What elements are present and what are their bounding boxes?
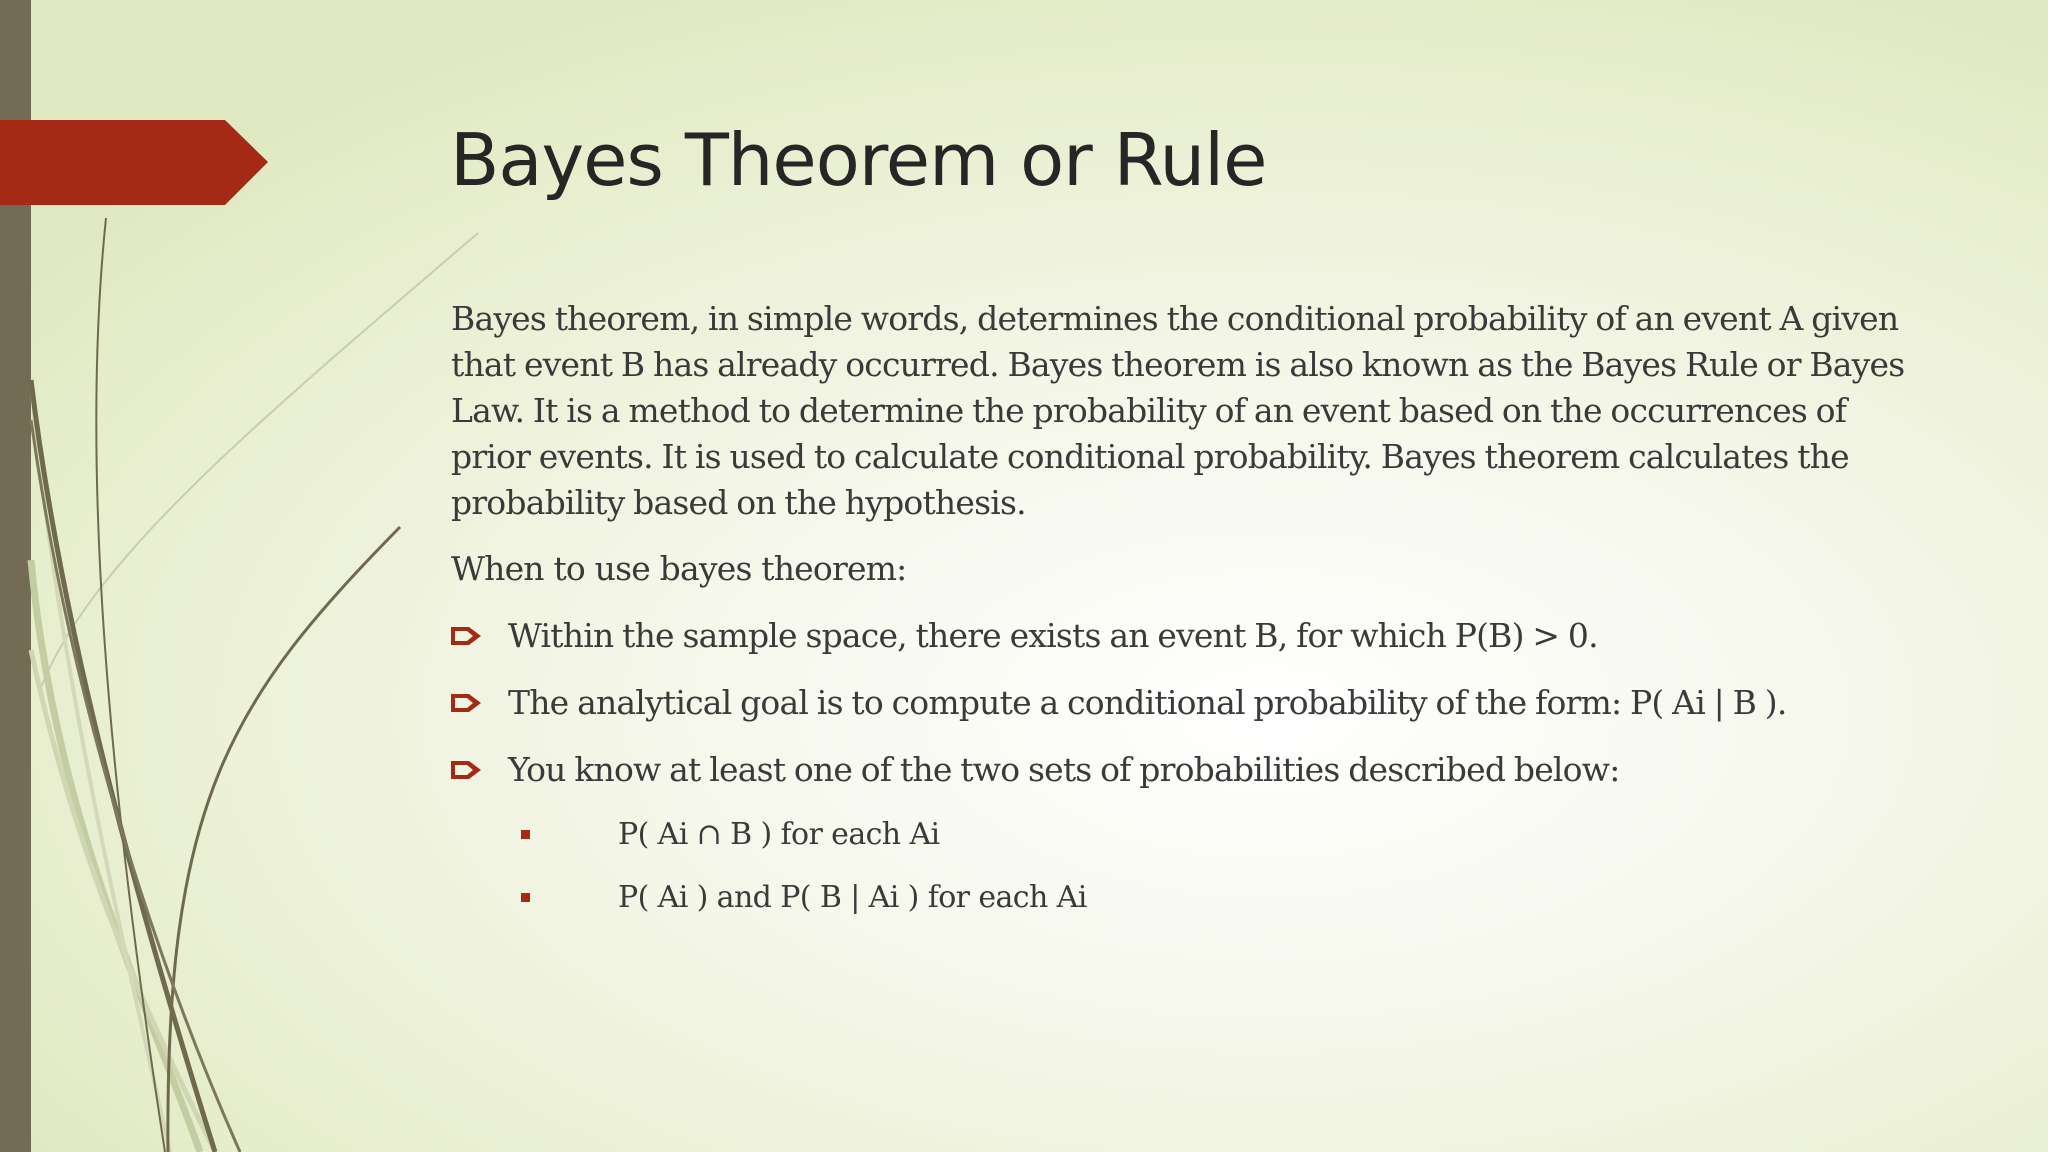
decor-curve-light-4 [31,380,170,1152]
bullet-text: Within the sample space, there exists an event B, for which P(B) > 0. [508,616,1598,655]
decor-curve-light-1 [40,233,478,690]
decor-curve-dark-4 [31,420,240,1152]
slide-content [451,296,1931,919]
when-heading: When to use bayes theorem: [451,549,907,588]
title-flag [0,120,268,205]
sub-bullet-text: P( Ai ∩ B ) for each Ai [618,817,940,852]
intro-paragraph: Bayes theorem, in simple words, determines the conditional probability of an event A given that event B has already occurred. Bayes theorem is also known as the Bayes Rule or Bayes Law. It is a method to determine the probability of an event based on the occurrences of prior events. It is used to calculate conditional probability. Bayes theorem calculates the probability based on the hypothesis. [451,299,1905,522]
decor-curve-dark-3 [168,527,400,1152]
arrow-bullet-icon [451,627,481,645]
slide-title: Bayes Theorem or Rule [450,118,1267,202]
square-bullet-icon [521,830,530,839]
bullet-item [451,747,1931,793]
square-bullet-icon [521,893,530,902]
bullet-list [451,613,1931,793]
sub-bullet-list [451,814,1931,919]
decor-curve-dark-1 [96,218,165,1152]
arrow-bullet-icon [451,761,481,779]
bullet-item [451,613,1931,659]
bullet-item [451,680,1931,726]
sub-bullet-item [451,877,1931,919]
bullet-text: The analytical goal is to compute a conditional probability of the form: P( Ai | B ). [508,683,1787,722]
sub-bullet-text: P( Ai ) and P( B | Ai ) for each Ai [618,880,1087,915]
bullet-text: You know at least one of the two sets of probabilities described below: [508,750,1620,789]
sub-bullet-item [451,814,1931,856]
arrow-bullet-icon [451,694,481,712]
